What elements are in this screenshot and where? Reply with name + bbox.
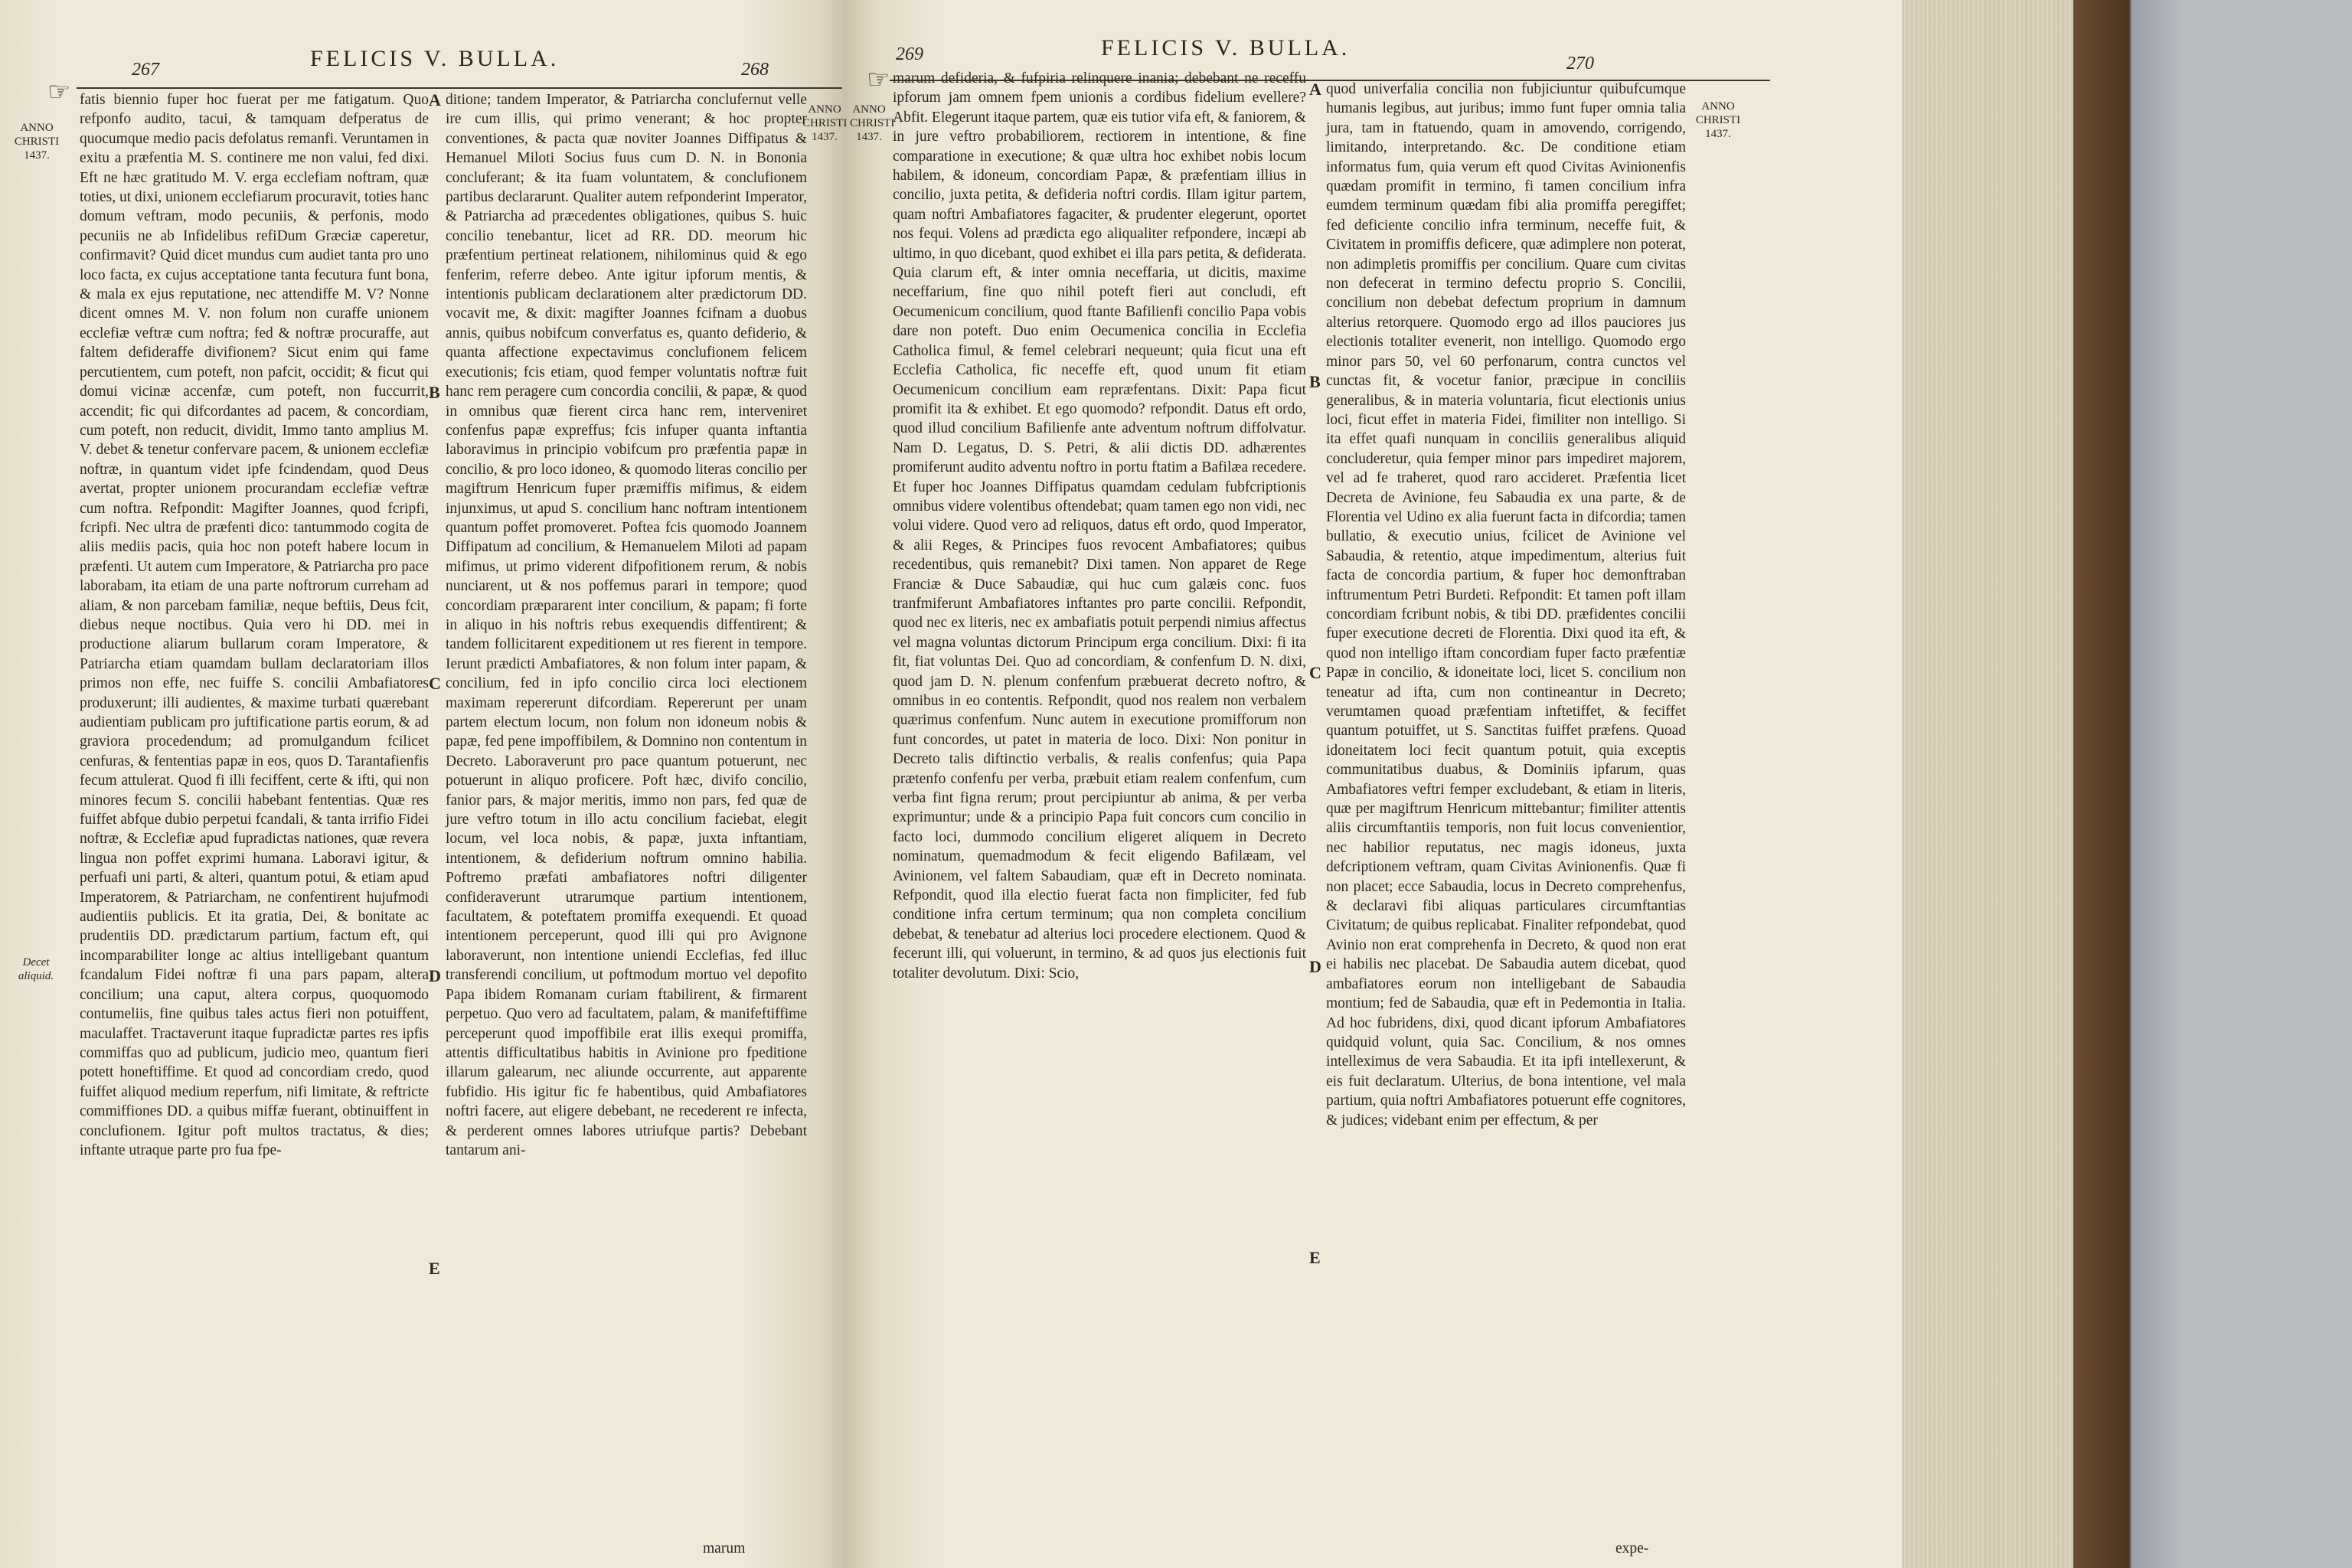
right-page-column-2: quod univerfalia concilia non fubjiciuntur quibufcumque humanis legibus, aut juribus; immo funt fuper omnia talia jura, tam in ftatuendo, quam in amovendo, corrigendo, limitando, interpretando. &c. De conditione etiam informatus fum, quia verum eft quod Civitas Avinionenfis quædam promifit in termino, fi tamen concilium infra eumdem terminum quædam fibi alia promiffa peregiffet; fed deficiente concilio infra terminum, neceffe fuit, & Civitatem in promiffis deficere, quæ adimplere non poterat, non adimpletis promiffis per concilium. Quare cum civitas non defecerat in termino defectu proprio S. Concilii, concilium non debebat defectum proprium in damnum alterius retorquere. Quomodo ergo ad illos pauciores jus electionis totaliter evenerit, non intelligo. Quomodo ergo minor pars 50, vel 60 perfonarum, contra cunctos vel cunctas fit, & vocetur fanior, præcipue in conciliis generalibus, & in materia voluntaria, ficut electionis unius loci, ficut effet in materia Fidei, fimiliter non intelligo. Si ita effet quafi nunquam in conciliis generalibus aliquid concluderetur, quia femper minor pars impediret majorem, vel ad fe traheret, quod raro accideret. Præfentia licet Decreta de Avinione, feu Sabaudia ex una parte, & de Florentia vel Udino ex alia fuerunt facta in difcordia; tamen bullatio, & executio unius, fcilicet de Avinione vel Sabaudia, & retentio, atque impedimentum, alterius fuit facta de concordia partium, & fuper hoc demonftraban inftrumentum Petri Burdeti. Refpondit: Et tamen poft illam concordiam fcribunt nobis, & tibi DD. præfidentes concilii fuper executione decreti de Florentia. Dixi quod ita eft, & quod non intelligo iftam concordiam fuper facto præfentiæ Papæ in concilio, & idoneitate loci, licet S. concilium non teneatur ad ifta, cum non contineantur in Decreto; verumtamen quoad præfentiam inftetiffet, & feciffet quantum potuiffet, ut S. Sanctitas fuiffet præfens. Quoad idoneitatem loci fecit quantum potuit, quia exceptis communitatibus duabus, & Dominiis ipfarum, quas Ambafiatores veftri femper excludebant, & etiam in literis, quæ per magiftrum Henricum mittebantur; fimiliter attentis aliis circumftantiis temporis, non fuit locus convenientior, nec habilior reputatus, nec magis idoneus, juxta defcriptionem veftram, quam Civitas Avinionenfis. Quæ fi non placet; ecce Sabaudia, locus in Decreto comprehenfus, & declaravi fibi aliquas particulares circumftantias Civitatum; de quibus replicabat. Finaliter refpondebat, quod Avinio non erat comprehenfa in Decreto, & quod non erat ei habilis nec placebat. De Sabaudia autem dicebat, quod ambafiatores eorum non intelligebant de Sabaudia montium; fed de Sabaudia, quæ eft in Pedemontia in Italia. Ad hoc fubridens, dixi, quod dicant ipforum Ambafiatores quidquid volunt, quia Sac. Concilium, & nos omnes intelleximus de vera Sabaudia. Et ita ipfi intellexerunt, & eis fuit declaratum. Ulterius, de bona intentione, vel mala partium, quia noftri Ambafiatores potuerunt effe cognitores, & judices; videbant enim per effectum, & per — [1326, 81, 1686, 1129]
section-letter-a: A — [429, 90, 441, 109]
left-page — [0, 0, 847, 1568]
margin-year-left: ANNO CHRISTI 1437. — [14, 122, 60, 162]
section-letter-d: D — [1309, 957, 1321, 976]
section-letter-b: B — [429, 383, 440, 402]
page-number-268: 268 — [741, 60, 769, 80]
page-number-267: 267 — [132, 60, 159, 80]
section-letter-c: C — [429, 674, 441, 693]
header-rule — [77, 87, 842, 89]
section-letter-b: B — [1309, 372, 1321, 391]
margin-year-left-inner: ANNO CHRISTI 1437. — [802, 103, 847, 143]
section-letter-e: E — [429, 1259, 440, 1278]
book-cover — [2073, 0, 2352, 1568]
left-page-column-1: fatis biennio fuper hoc fuerat per me fatigatum. Quo refponfo audito, tacui, & tamquam defperatus de quocumque medio pacis defolatus remanfi. Veruntamen in exitu a præfentia M. S. continere me non valui, fed dixi. Eft ne hæc gratitudo M. V. erga ecclefiam noftram, quæ toties, ut dixi, unionem ecclefiarum procuravit, toties hanc domum veftram, modo pecuniis, & perfonis, modo pecuniis ne ab Infidelibus refiDum Græciæ caperetur, confirmavit? Quid dicet mundus cum audiet tanta pro uno loco facta, ex cujus acceptatione tanta fecutura funt bona, & mala ex ejus reputatione, nec attendiffe M. V? Nonne dicent omnes M. V. non folum non curaffe unionem ecclefiæ veftræ cum noftra; fed & noftræ procuraffe, aut faltem defideraffe divifionem? Sicut enim qui fame percutientem, cum poteft, non pafcit, occidit; & ficut qui domui vicinæ accenfæ, cum poteft, non fuccurrit, accendit; fic qui difcordantes ad pacem, & concordiam, cum poteft, non reducit, dividit, Immo tanto amplius M. V. debet & tenetur confervare pacem, & unionem ecclefiæ noftræ, in quantum videt ipfe fcindendam, quod Deus avertat, propter unionem procurandam ecclefiæ veftræ cum noftra. Refpondit: Magifter Joannes, quod fcripfi, fcripfi. Nec ultra de præfenti dico: tantummodo cogita de aliis mediis pacis, quia hoc non poteft habere locum in præfenti. Ut autem cum Imperatore, & Patriarcha pro pace laborabam, ita etiam de una parte noftrorum curreham ad aliam, & non parcebam familiæ, neque beftiis, Deus fcit, diebus neque noctibus. Quia vero hi DD. mei in productione aliarum bullarum coram Imperatore, & Patriarcha etiam quamdam bullam declaratoriam illos primos non effe, nec fuiffe S. concilii Ambafiatores produxerunt; illi audientes, & maxime turbati quærebant audientiam publicam pro juftificatione partis eorum, & ad graviora procedendum; ad promulgandum fcilicet cenfuras, & fententias papæ in eos, quos D. Tarantafienfis fecum attulerat. Quod fi illi feciffent, certe & ifti, qui non minores fecum S. concilii habebant fententias. Quæ res fuiffet abfque dubio perpetui fcandali, & tanta irrifio Fidei noftræ, & Ecclefiæ apud fupradictas nationes, quæ revera lingua non poffet exprimi humana. Laboravi igitur, & perfuafi uni parti, & alteri, quantum potui, & etiam apud Imperatorem, & Patriarcham, ne confentirent hujufmodi audientiis publicis. Et ita gratia, Dei, & bonitate ac prudentiis DD. prædictarum partium, factum eft, qui incomparabiliter longe ac altius intelligebant quantum fcandalum Fidei noftræ fi una pars papam, altera concilium; una caput, altera corpus, quoquomodo contumeliis, fine quibus tales actus fieri non potuiffent, maculaffet. Tractaverunt itaque fupradictæ partes res ipfis commiffas quo ad publicum, judicio meo, quantum fieri potett honeftiffime. Et quod ad concordiam credo, quod fuiffet aliquod medium reperfum, nifi limitate, & reftricte commiffiones DD. a quibus miffæ fuerant, obtinuiffent in conclufionem. Igitur poft multos tractatus, & dies; inftante utraque parte pro fua fpe- — [80, 92, 429, 1158]
right-page-column-1: marum defideria, & fufpiria relinquere inania; debebant ne receffu ipforum jam omnem fpem unionis a cordibus fidelium evellere? Abfit. Elegerunt itaque partem, quæ eis tutior vifa eft, & faniorem, & in jure veftro probabiliorem, rectiorem in intentione, & fine comparatione in executione; & quæ ultra hoc exhibet nobis locum habilem, & idoneum, concordiam Papæ, & præfentiam illius in concilio, juxta petita, & defideria noftri cordis. Illam igitur partem, quam noftri Ambafiatores fagaciter, & prudenter elegerunt, oportet nos fequi. Volens ad prædicta ego aliqualiter refpondere, incæpi ab ultimo, in quo dicebant, quod exhibet ei illa pars petita, & defiderata. Quia clarum eft, & inter omnia neceffaria, ut dicitis, maxime neceffarium, fine quo nihil poteft fieri aut concludi, eft Oecumenicum concilium, quod ftante Bafilienfi concilio Papa vobis dare non poteft. Duo enim Oecumenica concilia in Ecclefia Catholica fimul, & femel celebrari nequeunt; quia ficut una eft Ecclefia Catholica, fic neceffe eft, quod unum fit etiam Oecumenicum concilium eam repræfentans. Dixit: Papa ficut promifit ita & exhibet. Et ego quomodo? refpondit. Datus eft ordo, quod illud concilium Bafilienfe ante adventum noftrum diffolvatur. Nam D. Legatus, D. S. Petri, & alii dictis DD. adhærentes promiferunt audito adventu noftro in portu ftatim a Bafilæa recedere. Et fuper hoc Joannes Diffipatus quamdam cedulam fubfcriptionis omnibus videre volentibus oftendebat; quam tamen ego non vidi, nec volui videre. Quod vero ad reliquos, datus eft ordo, quod Imperator, & alii Reges, & Principes fuos revocent Ambafiatores; quibus recedentibus, quis remanebit? Dixi tamen. Non apparet de Rege Franciæ & Duce Sabaudiæ, qui huc cum galæis conc. fuos tranfmiferunt Ambafiatores inftantes pro parte concilii. Refpondit, quod nec ex literis, nec ex ambafiatis potuit perpendi nimius affectus vel magna voluntas dictorum Principum erga concilium. Dixi: fi ita fit, fiat voluntas Dei. Quo ad concordiam, & confenfum D. N. dixi, quod jam D. N. plenum confenfum præbuerat decreto noftro, & omnibus in eo contentis. Refpondit, quod nos realem non verbalem quærimus confenfum. Nunc autem in executione promifforum non funt concordes, ut patet in materia de loco. Dixi: Non ponitur in Decreto talis diftinctio verbalis, & realis confenfus; quia Papa prætenfo confenfu per verba, præbuit etiam realem confenfum, cum verba fint figna rerum; prout percipiuntur ab anima, & per verba exprimuntur; unde & a principio Papa fuit concors cum concilio in facto loci, dummodo concilium eligeret aliquem in Decreto nominatum, quemadmodum & fecit eligendo Bafilæam, vel Avinionem, vel faltem Sabaudiam, quæ eft in Decreto nominata. Refpondit, quod illa electio fuerat facta non fimpliciter, fed fub conditione infra certum terminum; qua non completa concilium debebat, & tenebatur ad alterius loci procedere electionem. Quod & fecerunt illi, qui voluerunt, in termino, & ad quos jus electionis fuit totaliter devolutum. Dixi: Scio, — [893, 70, 1306, 982]
running-head-left: FELICIS V. BULLA. — [310, 46, 560, 71]
section-letter-a: A — [1309, 80, 1321, 99]
catchword-right: expe- — [1615, 1540, 1649, 1557]
running-head-right: FELICIS V. BULLA. — [1101, 35, 1351, 60]
page-number-270: 270 — [1566, 54, 1594, 74]
margin-note-decet: Decet aliquid. — [18, 956, 54, 982]
page-edges — [1902, 0, 2073, 1568]
pointing-hand-icon: ☞ — [867, 66, 890, 94]
left-page-column-2: ditione; tandem Imperator, & Patriarcha conclufernut velle ire cum illis, qui primo venerant; & hoc propter conventiones, & pacta quæ noviter Joannes Diffipatus & Hemanuel Miloti Socius fuus cum D. N. in Bononia concluferant; & ita fuam voluntatem, & conclufionem partibus declararunt. Qualiter autem refponderint Imperator, & Patriarcha ad præcedentes obligationes, quibus S. huic concilio tenebantur, licet ad RR. DD. meorum hic præfentium pertineat relationem, nihilominus quid & ego fenferim, referre debeo. Ante igitur ipforum mentis, & intentionis publicam declarationem alter prædictorum DD. vocavit me, & dixit: magifter Joannes fcifnam a duobus annis, quibus nobifcum converfatus es, quanto defiderio, & quanta affectione expectavimus conclufionem felicem executionis; fcis etiam, quod femper voluntatis noftræ fuit hanc rem peragere cum concordia concilii, & papæ, & quod in omnibus quæ fierent circa hanc rem, interveniret confenfus papæ expreffus; fcis infuper quanta inftantia laboravimus in principio vobifcum pro præfentia papæ in concilio, & pro loco idoneo, & quomodo literas concilio per magiftrum Henricum fuper præmiffis mifimus, & eidem injunximus, ut apud S. concilium hanc noftram intentionem quantum poffet promoveret. Poftea fcis quomodo Joannem Diffipatum ad concilium, & Hemanuelem Miloti ad papam mifimus, ut primo viderent difpofitionem rerum, & nobis nunciarent, ut & nos poffemus parari in tempore; quod concordiam præpararent inter concilium, & papam; fi forte in aliquo in his noftris rebus exequendis diffentirent; & tandem follicitarent expeditionem ut res fierent in tempore. Ierunt prædicti Ambafiatores, & non folum inter papam, & concilium, fed in ipfo concilio circa loci electionem maximam repererunt difcordiam. Repererunt per unam partem electum locum, non folum non idoneum nobis & papæ, fed pene impoffibilem, & Domnino non contentum in Decreto. Laboraverunt pro pace quantum potuerunt, nec potuerunt in aliquo proficere. Poft hæc, divifo concilio, fanior pars, & major meritis, immo non pars, fed quæ de jure veftro totum in illo actu concilium faciebat, elegit locum, vel loca nobis, & papæ, juxta inftantiam, intentionem, & defiderium noftrum omnino habilia. Poftremo præfati ambafiatores noftri diligenter confideraverunt utrarumque partium intentionem, facultatem, & poteftatem promiffa exequendi. Et quoad intentionem perceperunt, quod illi qui pro Avignone laboraverunt, non intentione uniendi Ecclefias, fed illuc transferendi concilium, ut poftmodum mortuo vel depofito Papa ibidem Romanam curiam ftabilirent, & firmarent perpetuo. Quo vero ad facultatem, palam, & manifeftiffime perceperunt quod impoffibile erat illis exequi promiffa, attentis difficultatibus habitis in Avinione pro fpeditione illarum galearum, nec aliunde occurrente, aut apparente fubfidio. His igitur fic fe habentibus, quid Ambafiatores noftri facere, aut eligere debebant, ne recederent re infecta, & perderent omnes labores utriufque partis? Debebant tantarum ani- — [446, 92, 807, 1158]
margin-year-right-inner: ANNO CHRISTI 1437. — [850, 103, 895, 143]
section-letter-d: D — [429, 966, 441, 985]
margin-year-right: ANNO CHRISTI 1437. — [1695, 100, 1741, 140]
right-page — [847, 0, 1902, 1568]
page-number-269: 269 — [896, 44, 923, 64]
catchword-left: marum — [703, 1540, 746, 1557]
section-letter-e: E — [1309, 1248, 1321, 1267]
pointing-hand-icon: ☞ — [47, 78, 71, 106]
section-letter-c: C — [1309, 663, 1321, 682]
